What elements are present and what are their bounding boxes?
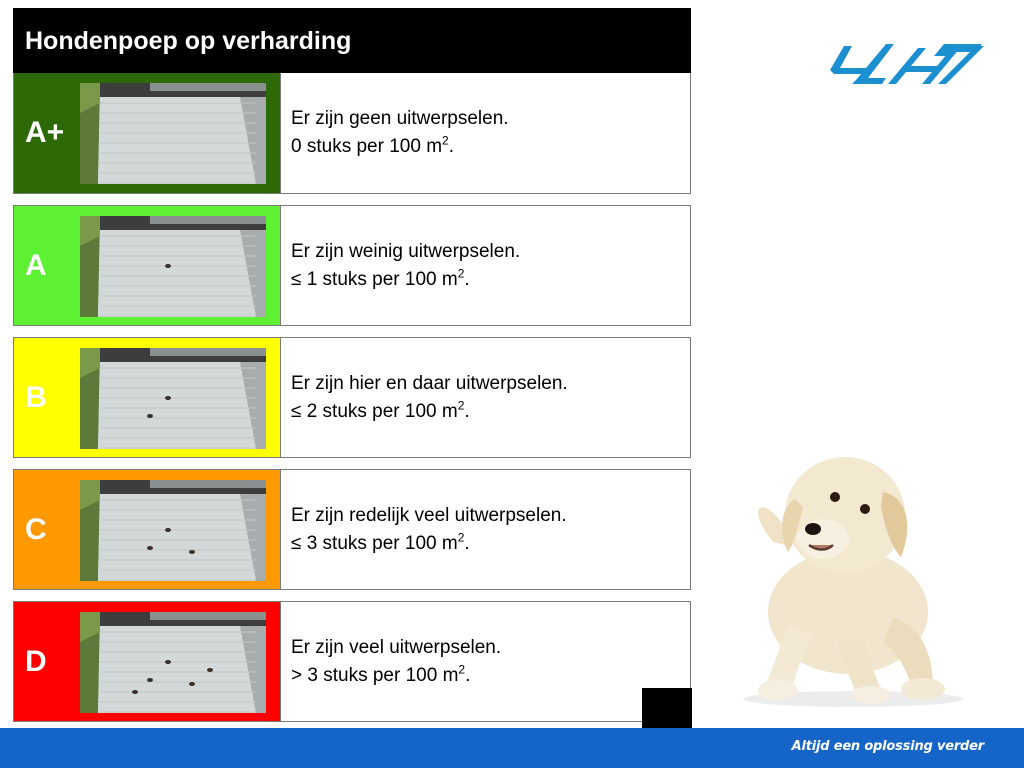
pavement-photo <box>80 480 266 581</box>
dropping-mark <box>189 550 195 554</box>
slide-title: Hondenpoep op verharding <box>13 8 691 74</box>
description-line: Er zijn geen uitwerpselen. <box>291 108 509 129</box>
dropping-mark <box>147 678 153 682</box>
density-line: ≤ 3 stuks per 100 $m^2$. <box>291 530 470 554</box>
grade-row-b <box>13 337 691 458</box>
dropping-mark <box>147 546 153 550</box>
grade-description <box>281 73 690 193</box>
dropping-mark <box>165 660 171 664</box>
grade-cell <box>14 602 281 721</box>
dropping-mark <box>132 690 138 694</box>
grade-description <box>281 602 690 721</box>
footer-bar <box>0 728 1024 768</box>
grade-label: A <box>25 248 47 282</box>
grade-row-a <box>13 205 691 326</box>
grade-row-d <box>13 601 691 722</box>
description-line: Er zijn veel uitwerpselen. <box>291 636 502 658</box>
grade-row-a-plus <box>13 73 691 194</box>
pavement-photo <box>80 216 266 317</box>
grade-label: D <box>25 644 47 678</box>
description-line: Er zijn weinig uitwerpselen. <box>291 240 521 262</box>
grade-cell <box>14 206 281 325</box>
description-line: Er zijn redelijk veel uitwerpselen. <box>291 504 567 526</box>
dropping-mark <box>147 414 153 418</box>
grade-cell <box>14 470 281 589</box>
dropping-mark <box>165 264 171 268</box>
grade-description <box>281 206 690 325</box>
grade-row-c <box>13 469 691 590</box>
dropping-mark <box>189 682 195 686</box>
grade-label: A+ <box>25 116 65 149</box>
footer-tagline: Altijd een oplossing verder <box>791 739 984 754</box>
density-line: ≤ 2 stuks per 100 $m^2$. <box>291 398 470 422</box>
grade-label: C <box>25 512 47 546</box>
pavement-photo <box>80 612 266 713</box>
density-line: ≤ 1 stuks per 100 $m^2$. <box>291 266 470 290</box>
grade-cell <box>14 73 281 193</box>
pavement-photo <box>80 348 266 449</box>
dropping-mark <box>207 668 213 672</box>
density-line: > 3 stuks per 100 $m^2$. <box>291 662 471 686</box>
pavement-photo <box>80 83 266 184</box>
dhv-logo <box>826 38 986 90</box>
dropping-mark <box>165 528 171 532</box>
description-line: Er zijn hier en daar uitwerpselen. <box>291 372 568 394</box>
puppy-photo <box>733 437 992 712</box>
dropping-mark <box>165 396 171 400</box>
grade-description <box>281 338 690 457</box>
grade-description <box>281 470 690 589</box>
grade-cell <box>14 338 281 457</box>
grade-label: B <box>25 380 47 414</box>
density-line: 0 stuks per 100 $m^2$. <box>291 133 454 157</box>
